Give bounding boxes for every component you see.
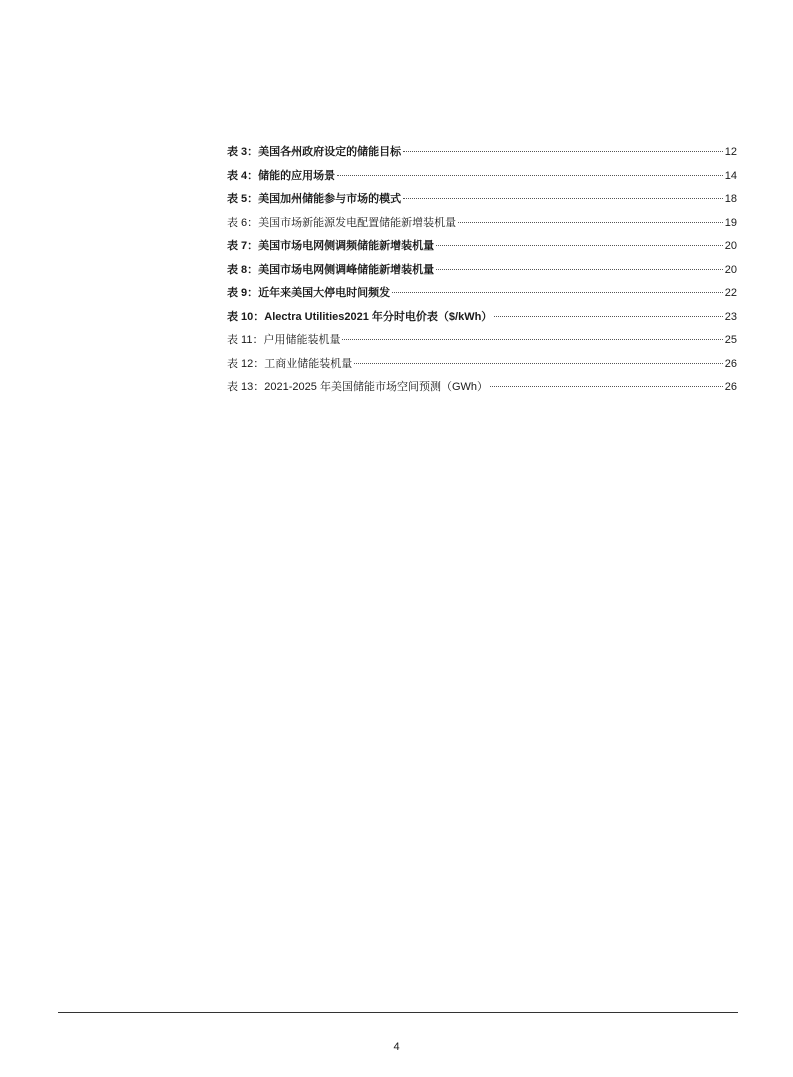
toc-entry[interactable] [227,238,737,262]
toc-leader-dots [403,151,723,152]
toc-entry-page[interactable]: 20 [724,240,737,252]
toc-leader-dots [337,175,723,176]
toc-entry[interactable] [227,332,737,356]
toc-entry-page[interactable]: 22 [724,287,737,299]
toc-leader-dots [403,198,723,199]
toc-entry[interactable] [227,215,737,239]
toc-entry-page[interactable]: 12 [724,146,737,158]
toc-entry-label[interactable]: 表 8：美国市场电网侧调峰储能新增装机量 [227,263,435,276]
toc-entry-label[interactable]: 表 7：美国市场电网侧调频储能新增装机量 [227,240,435,252]
table-of-contents [227,144,737,403]
toc-entry[interactable] [227,356,737,380]
toc-entry-label[interactable]: 表 11：户用储能装机量 [227,334,341,346]
toc-entry-label[interactable]: 表 3：美国各州政府设定的储能目标 [227,146,402,158]
toc-entry-label[interactable]: 表 6：美国市场新能源发电配置储能新增装机量 [227,216,457,229]
toc-entry-page[interactable]: 20 [724,263,737,276]
toc-entry-page[interactable]: 14 [724,169,737,182]
toc-leader-dots [392,292,723,293]
toc-entry[interactable] [227,191,737,215]
toc-entry-page[interactable]: 26 [724,381,737,393]
toc-leader-dots [494,316,722,317]
toc-entry-page[interactable]: 19 [724,216,737,229]
toc-entry-page[interactable]: 23 [724,310,737,323]
toc-entry-label[interactable]: 表 5：美国加州储能参与市场的模式 [227,193,402,205]
toc-leader-dots [490,386,723,387]
toc-entry-page[interactable]: 25 [724,334,737,346]
toc-entry-label[interactable]: 表 13：2021-2025 年美国储能市场空间预测（GWh） [227,381,489,393]
toc-entry-label[interactable]: 表 12：工商业储能装机量 [227,357,353,370]
toc-entry[interactable] [227,309,737,333]
toc-leader-dots [354,363,722,364]
toc-leader-dots [342,339,722,340]
toc-entry[interactable] [227,285,737,309]
toc-entry[interactable] [227,379,737,403]
toc-entry-page[interactable]: 26 [724,357,737,370]
toc-entry[interactable] [227,168,737,192]
toc-entry[interactable] [227,144,737,168]
toc-entry-label[interactable]: 表 9：近年来美国大停电时间频发 [227,287,391,299]
toc-entry-page[interactable]: 18 [724,193,737,205]
page-number: 4 [393,1041,400,1053]
toc-entry[interactable] [227,262,737,286]
toc-leader-dots [436,269,723,270]
toc-leader-dots [436,245,723,246]
toc-entry-label[interactable]: 表 4：储能的应用场景 [227,169,336,182]
footer-divider [58,1012,738,1013]
toc-entry-label[interactable]: 表 10：Alectra Utilities2021 年分时电价表（$/kWh） [227,310,493,323]
toc-leader-dots [458,222,723,223]
